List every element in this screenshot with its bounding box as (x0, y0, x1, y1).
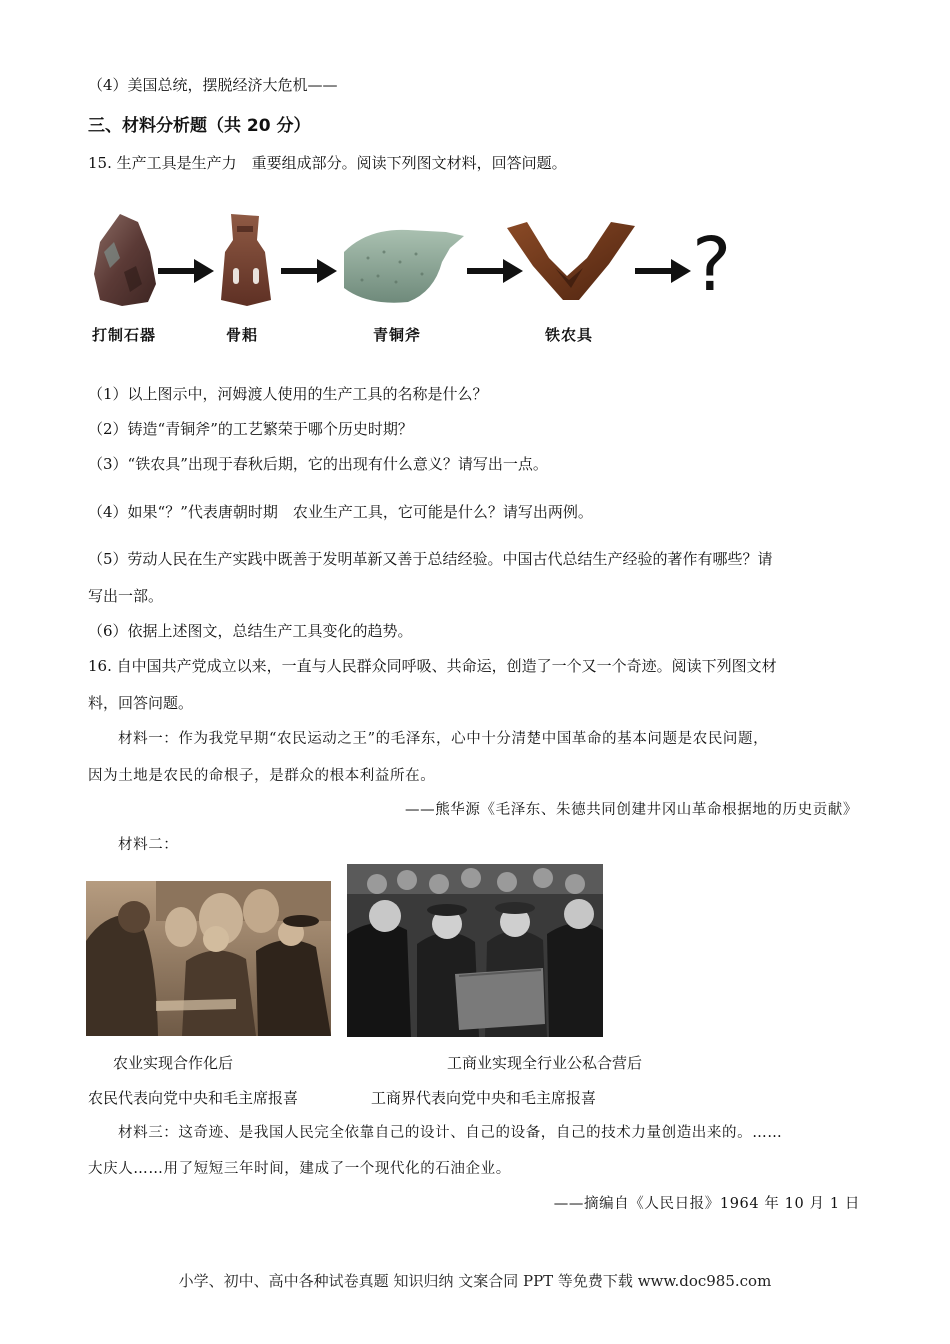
material2-label: 材料二： (118, 837, 179, 853)
material1-source: ——熊华源《毛泽东、朱德共同创建井冈山革命根据地的历史贡献》 (405, 802, 858, 818)
tool-caption-stone: 打制石器 (92, 326, 157, 344)
page-footer: 小学、初中、高中各种试卷真题 知识归纳 文案合同 PPT 等免费下载 www.doc985.com (178, 1272, 772, 1290)
photo2-caption-cont: 工商界代表向党中央和毛主席报喜 (371, 1089, 597, 1107)
tool-caption-bone: 骨耜 (226, 326, 259, 344)
photo-farmers-report (86, 881, 331, 1036)
material3-source: ——摘编自《人民日报》1964 年 10 月 1 日 (553, 1196, 860, 1212)
material3-text: 材料三：这奇迹、是我国人民完全依靠自己的设计、自己的设备，自己的技术力量创造出来的。…… (118, 1125, 783, 1141)
q15-sub6: （6）依据上述图文，总结生产工具变化的趋势。 (88, 622, 413, 640)
arrow-icon (635, 259, 691, 283)
section3-heading: 三、材料分析题（共 20 分） (88, 116, 311, 136)
q16-intro: 16. 自中国共产党成立以来，一直与人民群众同呼吸、共命运，创造了一个又一个奇迹。阅读下列图文材 (88, 657, 777, 675)
question-mark: ? (692, 222, 732, 308)
stone-tool-image (90, 212, 160, 308)
q15-sub5-cont: 写出一部。 (88, 587, 164, 605)
q15-sub3: （3）“铁农具”出现于春秋后期，它的出现有什么意义？请写出一点。 (88, 455, 548, 473)
q16-intro-cont: 料，回答问题。 (88, 694, 194, 712)
material3-text-cont: 大庆人……用了短短三年时间，建成了一个现代化的石油企业。 (88, 1161, 511, 1177)
q15-sub2: （2）铸造“青铜斧”的工艺繁荣于哪个历史时期？ (88, 420, 413, 438)
material1-text: 材料一：作为我党早期“农民运动之王”的毛泽东，心中十分清楚中国革命的基本问题是农民问题， (118, 731, 769, 747)
photo-businessmen-report (347, 864, 603, 1037)
q15-sub1: （1）以上图示中，河姆渡人使用的生产工具的名称是什么？ (88, 385, 488, 403)
q15-sub5: （5）劳动人民在生产实践中既善于发明革新又善于总结经验。中国古代总结生产经验的著作有哪些？请 (88, 550, 773, 568)
tool-caption-bronze: 青铜斧 (373, 326, 422, 344)
bronze-axe-image (338, 222, 468, 306)
q15-sub4: （4）如果“？”代表唐朝时期 农业生产工具，它可能是什么？请写出两例。 (88, 503, 593, 521)
material1-text-cont: 因为土地是农民的命根子，是群众的根本利益所在。 (88, 768, 436, 784)
photo2-caption: 工商业实现全行业公私合营后 (447, 1054, 643, 1072)
tool-caption-iron: 铁农具 (545, 326, 594, 344)
q15-intro: 15. 生产工具是生产力 重要组成部分。阅读下列图文材料，回答问题。 (88, 154, 567, 172)
arrow-icon (158, 259, 214, 283)
bone-spade-image (213, 212, 279, 308)
q14-item4: （4）美国总统，摆脱经济大危机—— (88, 76, 338, 94)
photo1-caption: 农业实现合作化后 (113, 1054, 234, 1072)
arrow-icon (281, 259, 337, 283)
photo1-caption-cont: 农民代表向党中央和毛主席报喜 (88, 1089, 299, 1107)
iron-tool-image (505, 218, 637, 304)
